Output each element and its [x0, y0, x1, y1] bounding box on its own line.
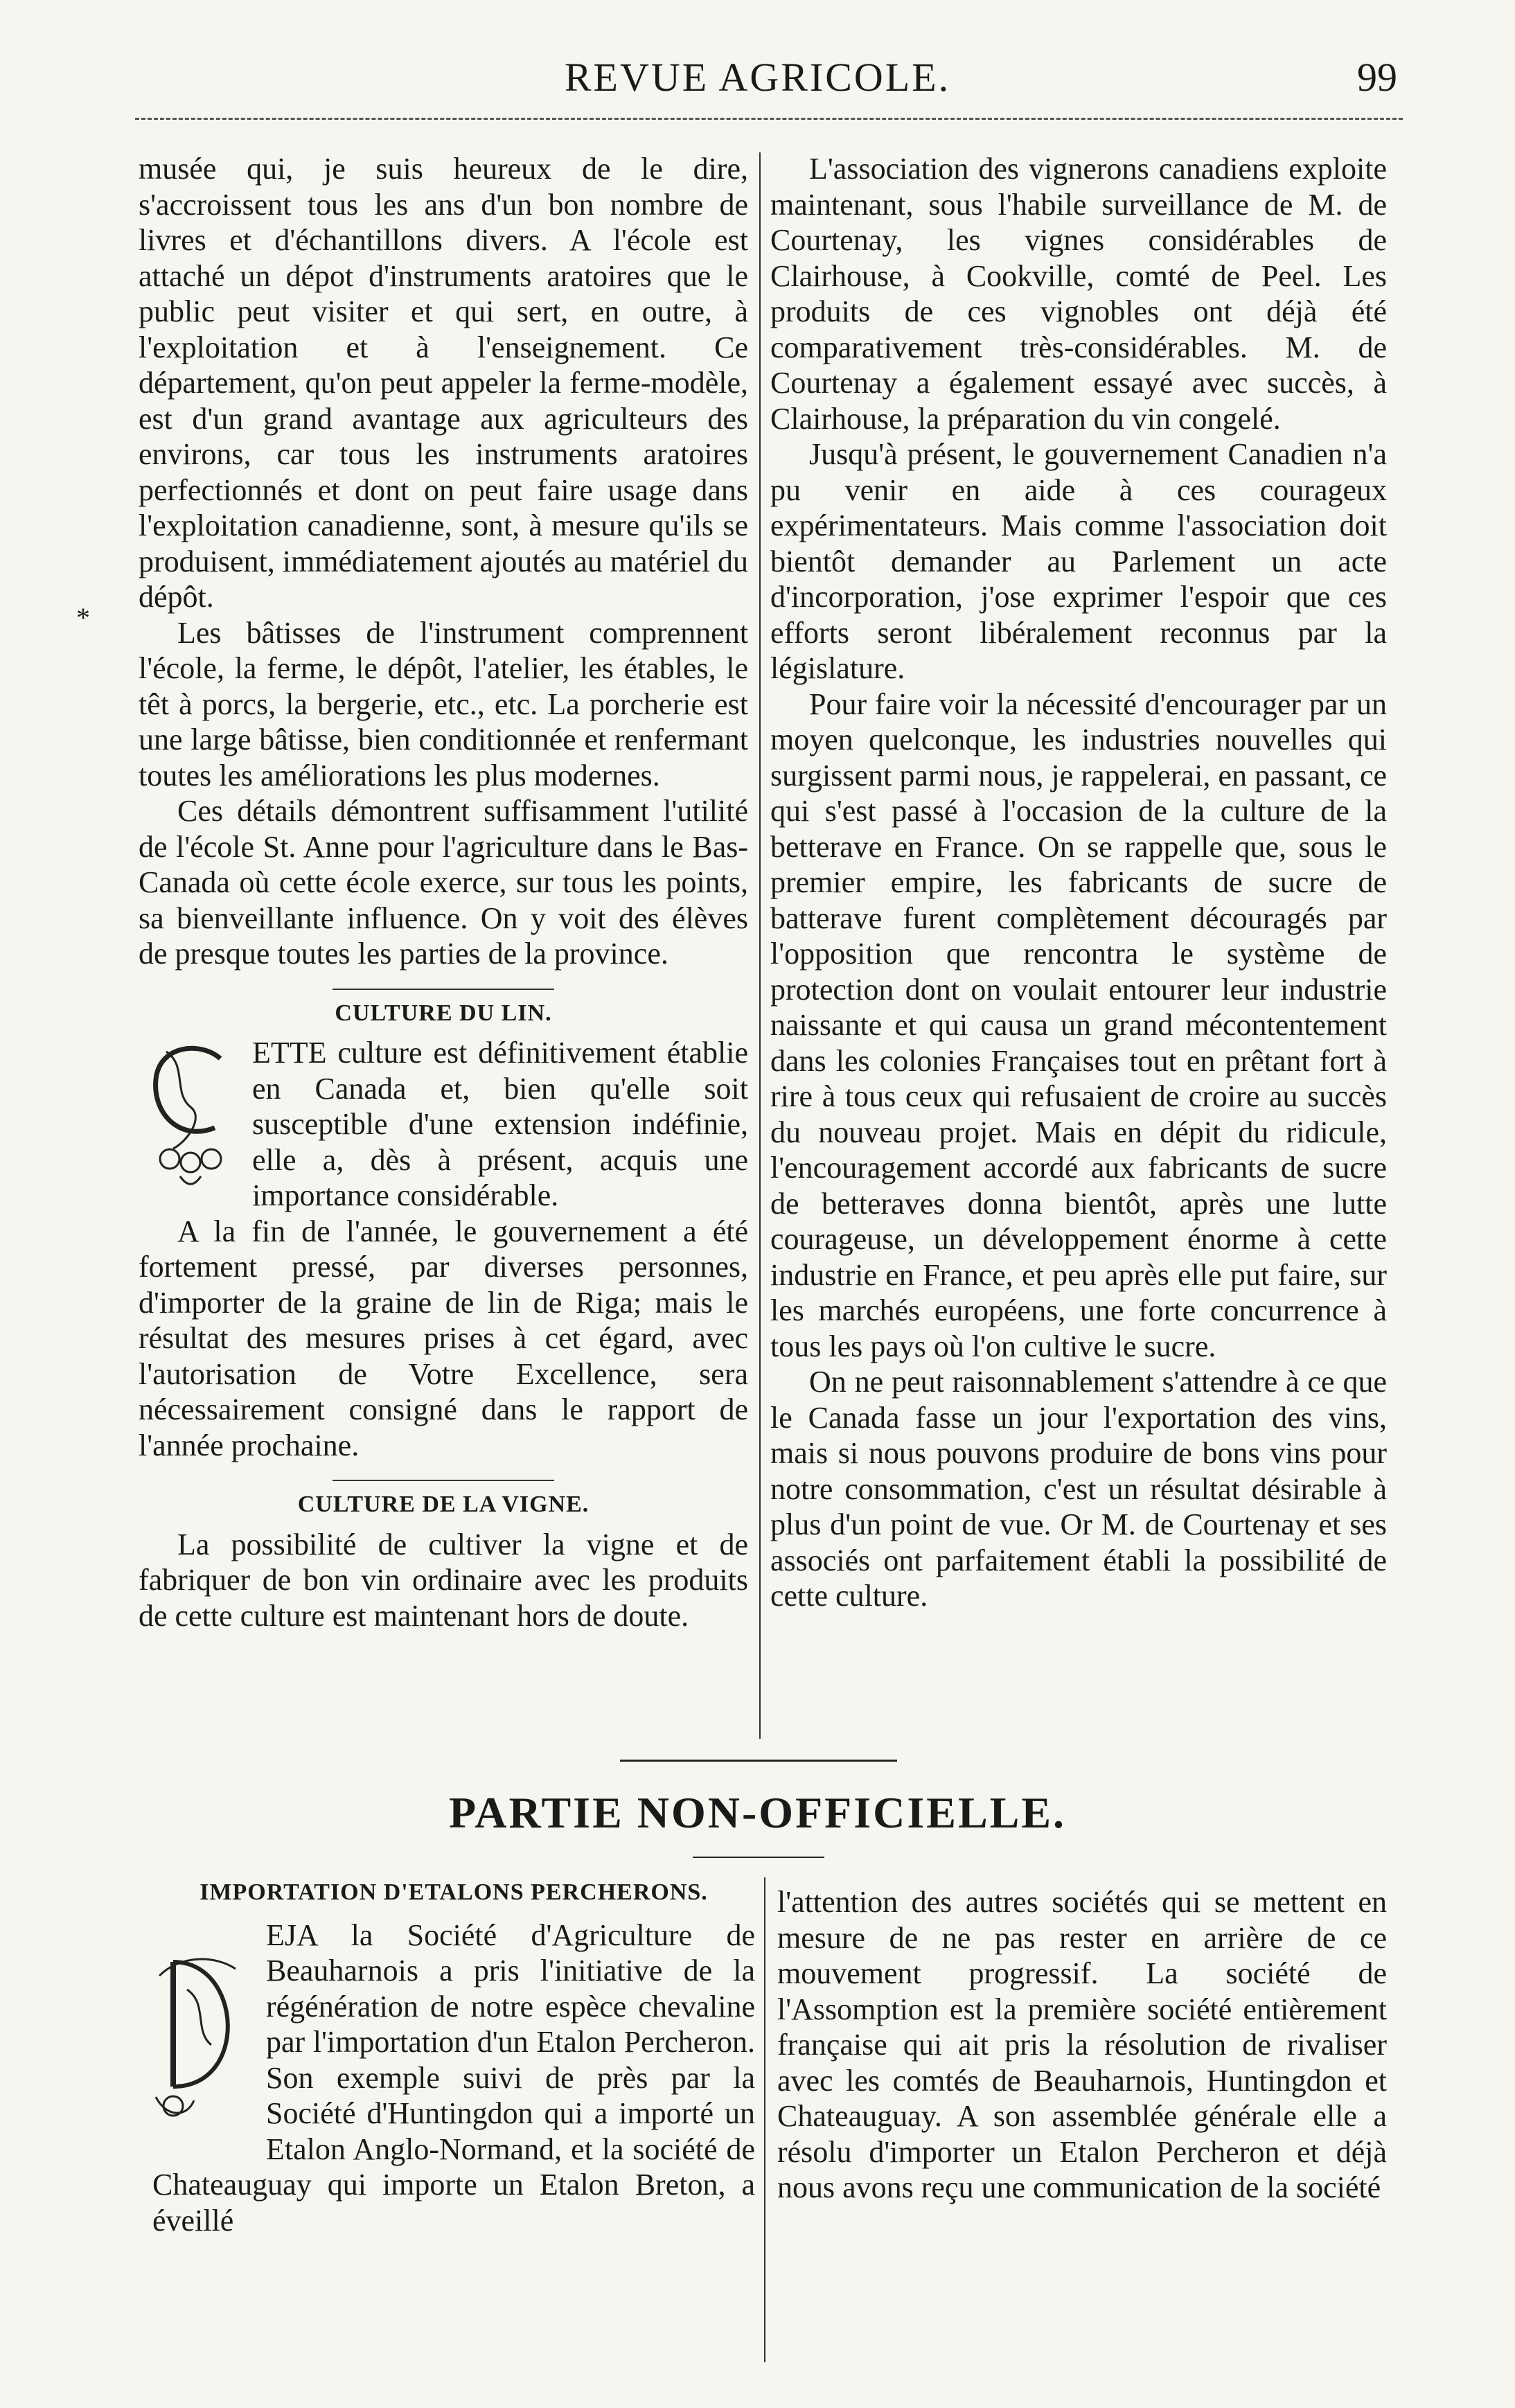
paragraph: La possibilité de cultiver la vigne et de fabriquer de bon vin ordinaire avec les produits de cette culture est maintenant hors de doute.: [139, 1527, 748, 1633]
heading-rule: [333, 1480, 554, 1481]
part-title-rule: [693, 1857, 824, 1858]
heading-rule: [333, 989, 554, 990]
ornamental-initial-d-icon: [152, 1920, 256, 2149]
left-column-top: [139, 151, 748, 1634]
paragraph: L'association des vignerons canadiens exploite maintenant, sous l'habile surveillance de M. de Courtenay, les vignes considérables de Clairhouse, à Cookville, comté de Peel. Les produits de ces vignobles ont déjà été comparativement très-considérables. M. de Courtenay a également essayé avec succès, à Clairhouse, la préparation du vin congelé.: [770, 152, 1387, 436]
paragraph: l'attention des autres sociétés qui se mettent en mesure de ne pas rester en arrière de ce mouvement progressif. La société de l'Assomption est la première société entièrement française qui ait pris la résolution de rivaliser avec les comtés de Beauharnois, Huntingdon et Chateauguay. A son assemblée générale elle a résolu d'importer un Etalon Percheron et déjà nous avons reçu une communication de la société: [777, 1885, 1387, 2204]
article-heading: IMPORTATION D'ETALONS PERCHERONS.: [200, 1879, 708, 1905]
paragraph: musée qui, je suis heureux de le dire, s'accroissent tous les ans d'un bon nombre de livres et d'échantillons divers. A l'école est attaché un dépot d'instruments aratoires que le public peut visiter et qui sert, en outre, à l'exploitation et à l'enseignement. Ce département, qu'on peut appeler la ferme-modèle, est d'un grand avantage aux agriculteurs des environs, car tous les instruments aratoires perfectionnés et dont on peut faire usage dans l'exploitation canadienne, sont, à mesure qu'ils se produisent, immédiatement ajoutés au matériel du dépôt.: [139, 152, 748, 614]
column-divider: [764, 1877, 765, 2362]
paragraph: Les bâtisses de l'instrument comprennent l'école, la ferme, le dépôt, l'atelier, les étables, le têt à porcs, la bergerie, etc., etc. La porcherie est une large bâtisse, bien conditionnée et renfermant toutes les améliorations les plus modernes.: [139, 615, 748, 793]
paragraph: EJA la Société d'Agriculture de Beauharnois a pris l'initiative de la régénération de notre espèce chevaline par l'importation d'un Etalon Percheron. Son exemple suivi de près par la Société d'Huntingdon qui a importé un Etalon Anglo-Normand, et la société de Chateauguay qui importe un Etalon Breton, a éveillé: [152, 1918, 755, 2238]
section-heading-vigne: [139, 1480, 748, 1523]
header-rule: [135, 118, 1403, 120]
paragraph: Ces détails démontrent suffisamment l'utilité de l'école St. Anne pour l'agriculture dans le Bas-Canada où cette école exerce, sur tous les points, sa bienveillante influence. On y voit des élèves de presque toutes les parties de la province.: [139, 794, 748, 971]
paragraph: Pour faire voir la nécessité d'encourager par un moyen quelconque, les industries nouvelles qui surgissent parmi nous, je rappelerai, en passant, ce qui s'est passé à l'occasion de la culture de la betterave en France. On se rappelle que, sous le premier empire, les fabricants de sucre de batterave furent complètement découragés par l'opposition que rencontra le système de protection dont on voulait entourer leur industrie naissante et qui causa un grand mécontentement dans les colonies Françaises tout en prêtant fort à rire à tous ceux qui refusaient de croire au succès du nouveau projet. Mais en dépit du ridicule, l'encouragement accordé aux fabricants de sucre de betteraves donna bientôt, après une lutte courageuse, un développement énorme à cette industrie en France, et peu après elle put faire, sur les marchés européens, une forte concurrence à tous les pays où l'on cultive le sucre.: [770, 687, 1387, 1363]
part-title: PARTIE NON-OFFICIELLE.: [448, 1788, 1067, 1837]
page-number: 99: [1357, 55, 1397, 100]
section-heading-vigne-text: CULTURE DE LA VIGNE.: [297, 1491, 590, 1517]
dropcap-paragraph: [152, 1918, 755, 2239]
paragraph: A la fin de l'année, le gouvernement a été fortement pressé, par diverses personnes, d'importer de la graine de lin de Riga; mais le résultat des mesures prises à cet égard, avec l'autorisation de Votre Excellence, sera nécessairement consigné dans le rapport de l'année prochaine.: [139, 1214, 748, 1462]
left-column-bottom: [152, 1870, 755, 2238]
ornamental-initial-c-icon: [139, 1038, 242, 1197]
column-divider: [759, 152, 761, 1739]
right-column-bottom: [777, 1884, 1387, 2206]
running-header: [0, 54, 1515, 103]
section-heading-lin-text: CULTURE DU LIN.: [335, 1000, 552, 1026]
margin-mark: *: [76, 602, 90, 633]
paragraph: On ne peut raisonnablement s'attendre à ce que le Canada fasse un jour l'exportation des vins, mais si nous pouvons produire de bons vins pour notre consommation, c'est un résultat désirable à plus d'un point de vue. Or M. de Courtenay et ses associés ont parfaitement établi la possibilité de cette culture.: [770, 1365, 1387, 1613]
dropcap-paragraph: [139, 1035, 748, 1214]
section-heading-lin: [139, 989, 748, 1032]
section-rule: [620, 1760, 897, 1762]
running-title: REVUE AGRICOLE.: [564, 55, 951, 100]
paragraph: ETTE culture est définitivement établie en Canada et, bien qu'elle soit susceptible d'une extension indéfinie, elle a, dès à présent, acquis une importance considérable.: [252, 1036, 748, 1212]
paragraph: Jusqu'à présent, le gouvernement Canadien n'a pu venir en aide à ces courageux expérimentateurs. Mais comme l'association doit bientôt demander au Parlement un acte d'incorporation, j'ose exprimer l'espoir que ces efforts seront libéralement reconnus par la législature.: [770, 437, 1387, 685]
right-column-top: [770, 151, 1387, 1614]
